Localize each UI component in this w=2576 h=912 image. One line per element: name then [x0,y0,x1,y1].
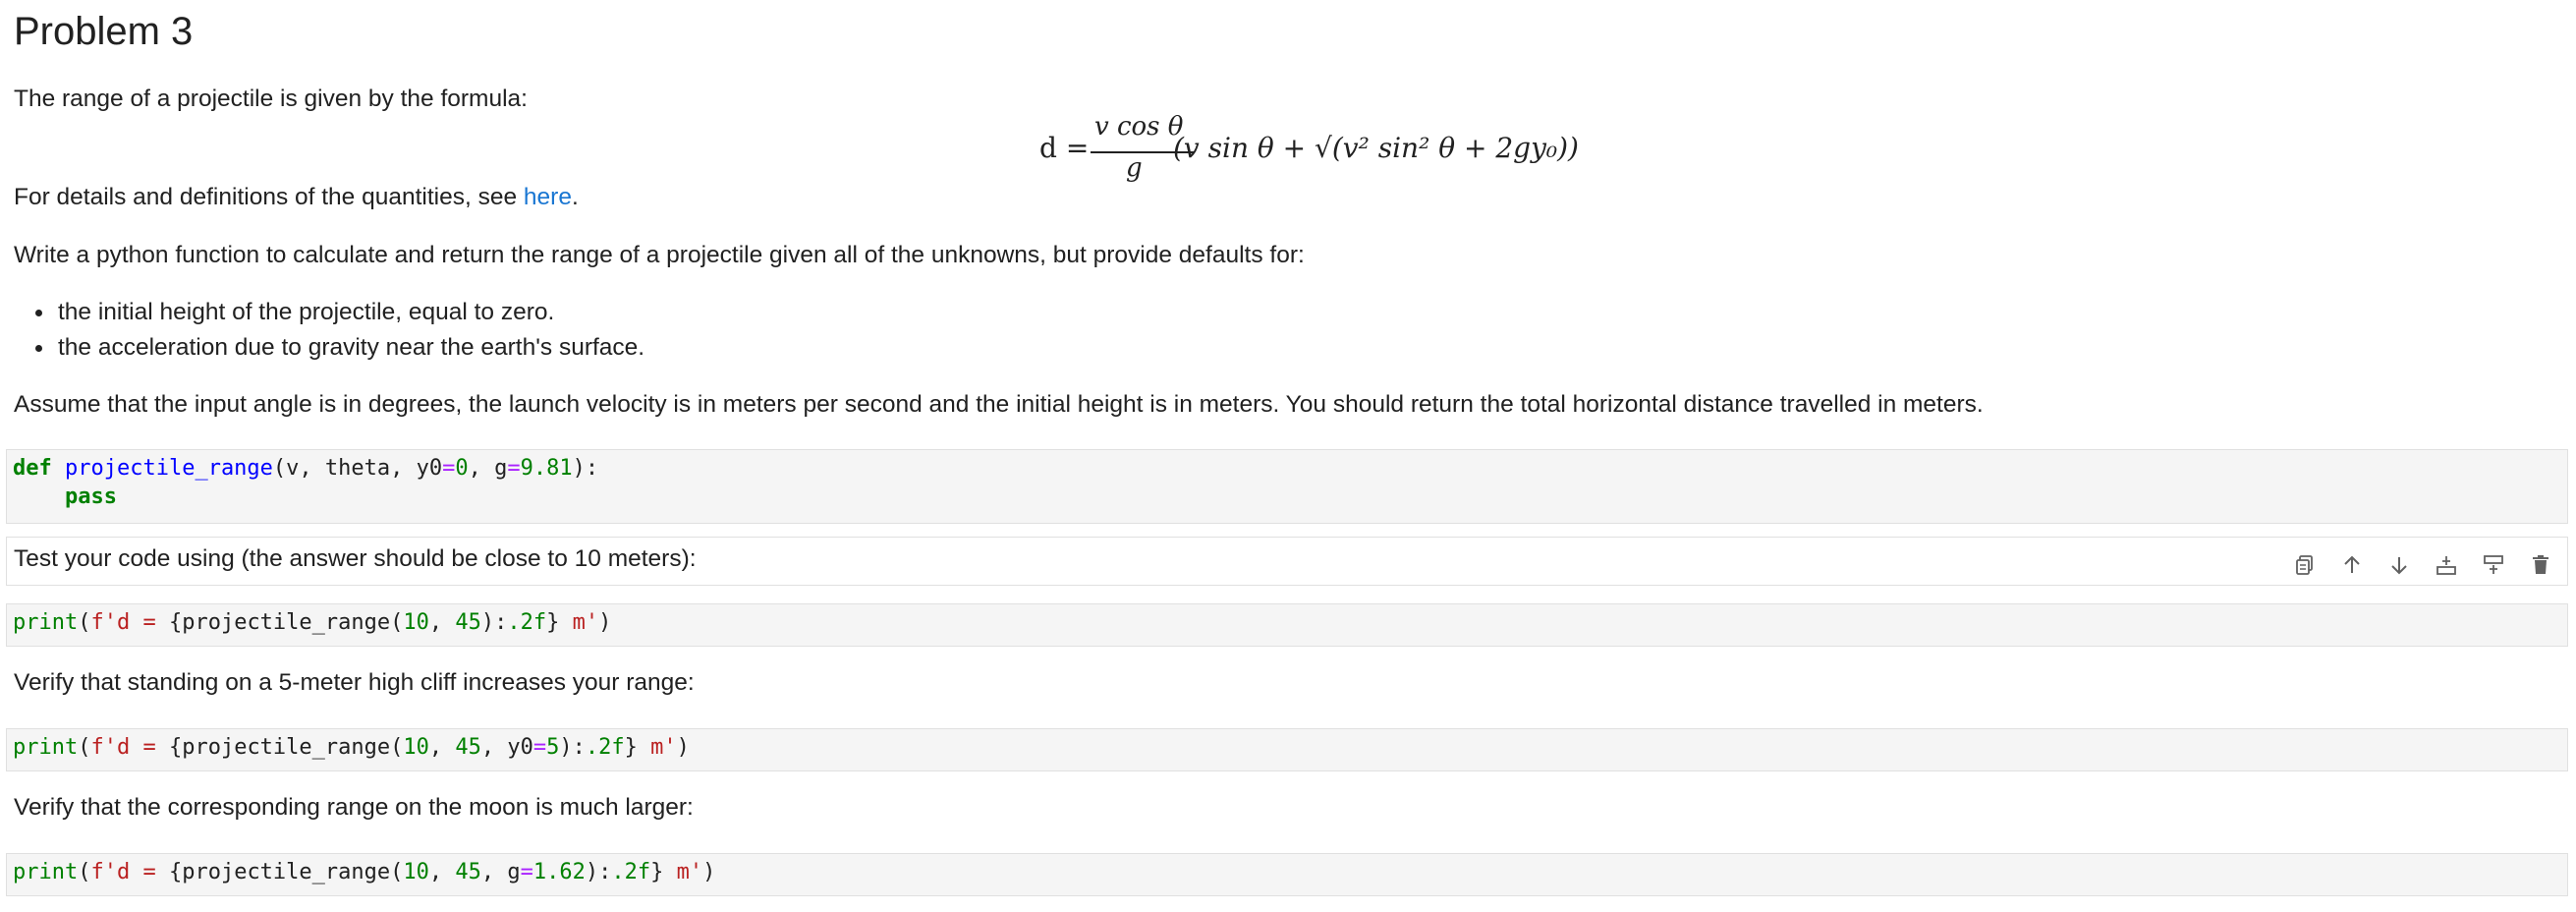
code-cell-function[interactable] [6,449,2568,524]
code-string: f'd = [90,610,169,635]
insert-below-icon [2482,553,2505,577]
code-arg: 10 [403,610,429,635]
delete-icon [2529,553,2552,577]
code-operator: = [442,456,456,481]
code-operator: = [532,735,547,760]
code-expr-open: {projectile_range( [168,610,404,635]
code-operator: = [507,456,521,481]
code-format-spec: .2f [585,735,625,760]
assumption-text: Assume that the input angle is in degrees, the launch velocity is in meters per second and the initial height is in meters. You should return the total horizontal distance travelled in meters. [14,391,1984,418]
formula-denominator: g [1126,153,1143,183]
code-string: m' [559,610,599,635]
formula-body: (v sin θ + √(v² sin² θ + 2gy₀)) [1173,132,1579,164]
code-format-spec: .2f [611,860,651,884]
insert-above-icon [2435,553,2458,577]
code-paren: ( [78,860,91,884]
code-builtin-print: print [13,610,79,635]
duplicate-cell-button[interactable] [2287,547,2323,583]
code-operator: = [520,860,533,884]
details-prefix: For details and definitions of the quantities, see [14,184,524,210]
code-string: f'd = [90,735,169,760]
code-default-g: 9.81 [520,456,573,481]
code-paren: ) [702,860,716,884]
code-cell-test[interactable] [6,603,2568,647]
move-up-icon [2340,553,2364,577]
code-paren: ( [78,735,91,760]
code-cell-moon[interactable] [6,853,2568,896]
list-item: the initial height of the projectile, equal to zero. [14,296,644,331]
code-arg: 45 [455,735,481,760]
cliff-instruction: Verify that standing on a 5-meter high cliff increases your range: [14,669,695,696]
range-formula [1039,108,1579,197]
move-down-icon [2387,553,2411,577]
code-arg: 10 [403,860,429,884]
code-params-open: (v, theta, y0 [272,456,443,481]
insert-below-button[interactable] [2476,547,2511,583]
code-paren: ) [676,735,690,760]
code-expr-close: ): [480,610,508,635]
code-arg: 10 [403,735,429,760]
code-comma: , [428,610,456,635]
move-down-button[interactable] [2381,547,2417,583]
code-expr-close: ): [559,735,586,760]
code-keyword-pass: pass [64,484,117,509]
code-paren: ( [78,610,91,635]
code-format-spec: .2f [507,610,547,635]
code-params-sep: , g [468,456,508,481]
cell-toolbar [2287,547,2558,583]
insert-above-button[interactable] [2429,547,2464,583]
code-builtin-print: print [13,735,79,760]
code-arg: 45 [455,610,481,635]
code-expr-open: {projectile_range( [168,735,404,760]
details-suffix: . [571,184,579,210]
move-up-button[interactable] [2334,547,2370,583]
code-comma: , [428,735,456,760]
code-kwarg-value: 1.62 [532,860,586,884]
code-cell-cliff[interactable] [6,728,2568,771]
markdown-cell-selected[interactable] [6,537,2568,586]
code-brace: } [624,735,638,760]
test-instruction: Test your code using (the answer should be close to 10 meters): [14,545,697,572]
formula-numerator: v cos θ [1094,112,1184,142]
code-paren: ) [598,610,612,635]
delete-cell-button[interactable] [2523,547,2558,583]
page-title: Problem 3 [14,10,194,53]
code-brace: } [546,610,560,635]
code-builtin-print: print [13,860,79,884]
code-string: m' [663,860,703,884]
code-expr-open: {projectile_range( [168,860,404,884]
code-default-y0: 0 [455,456,469,481]
code-comma: , [428,860,456,884]
moon-instruction: Verify that the corresponding range on the moon is much larger: [14,794,694,821]
code-kwarg-value: 5 [546,735,560,760]
code-kwarg-name: , g [480,860,521,884]
code-expr-close: ): [585,860,612,884]
code-arg: 45 [455,860,481,884]
formula-intro: The range of a projectile is given by the formula: [14,86,528,112]
task-text: Write a python function to calculate and return the range of a projectile given all of the unknowns, but provide defaults for: [14,242,1305,268]
list-item: the acceleration due to gravity near the earth's surface. [14,331,644,367]
code-kwarg-name: , y0 [480,735,533,760]
code-params-close: ): [572,456,599,481]
code-string: f'd = [90,860,169,884]
code-keyword-def: def [13,456,52,481]
code-brace: } [650,860,664,884]
details-link[interactable]: here [523,184,572,210]
code-string: m' [637,735,677,760]
duplicate-icon [2293,553,2317,577]
defaults-list [14,296,644,367]
code-function-name: projectile_range [65,456,273,481]
details-text [14,181,579,214]
formula-lhs: d = [1039,132,1090,164]
